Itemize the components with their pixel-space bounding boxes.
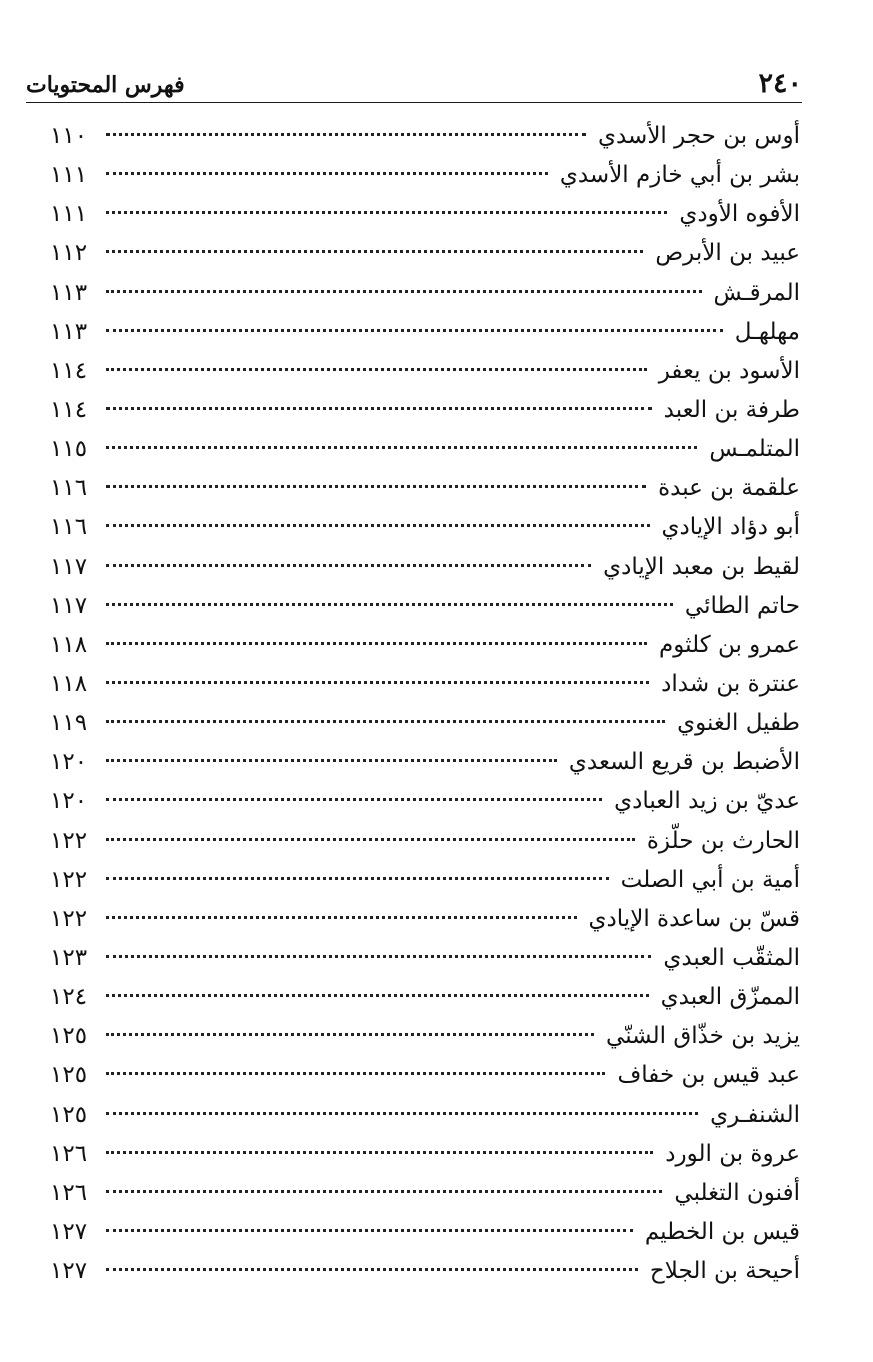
entry-title: أحيحة بن الجلاح	[649, 1258, 800, 1285]
toc-entry	[50, 117, 800, 156]
toc-entry	[50, 195, 800, 234]
entry-page-number: ١١٠	[50, 123, 88, 149]
entry-page-number: ١٢٦	[50, 1179, 88, 1206]
dot-leader	[106, 877, 609, 880]
running-header	[26, 64, 802, 103]
entry-page-number: ١٢٥	[50, 1023, 88, 1050]
toc-entry	[50, 548, 800, 587]
entry-title: أبو دؤاد الإيادي	[661, 514, 800, 541]
dot-leader	[106, 720, 665, 723]
toc-entry	[50, 861, 800, 900]
entry-page-number: ١١١	[50, 201, 88, 228]
toc-entry	[50, 782, 800, 821]
entry-title: عديّ بن زيد العبادي	[614, 788, 800, 815]
toc-entry	[50, 313, 800, 352]
dot-leader	[106, 211, 667, 214]
toc-entry	[50, 665, 800, 704]
dot-leader	[106, 1190, 662, 1193]
toc-entry	[50, 1135, 800, 1174]
toc-entry	[50, 587, 800, 626]
entry-page-number: ١١٧	[50, 553, 88, 580]
dot-leader	[106, 564, 591, 567]
entry-title: يزيد بن خذّاق الشنّي	[606, 1023, 800, 1050]
dot-leader	[106, 133, 586, 136]
toc-entry	[50, 743, 800, 782]
toc-entry	[50, 274, 800, 313]
dot-leader	[106, 759, 557, 762]
entry-title: الأضبط بن قريع السعدي	[568, 749, 800, 776]
toc-entry	[50, 822, 800, 861]
entry-page-number: ١١٩	[50, 710, 88, 737]
dot-leader	[106, 172, 548, 175]
dot-leader	[106, 916, 577, 919]
entry-page-number: ١٢٥	[50, 1062, 88, 1089]
dot-leader	[106, 446, 697, 449]
dot-leader	[106, 1268, 638, 1271]
dot-leader	[106, 1072, 605, 1075]
entry-title: عبيد بن الأبرص	[655, 240, 800, 267]
dot-leader	[106, 994, 649, 997]
dot-leader	[106, 290, 702, 293]
dot-leader	[106, 798, 602, 801]
entry-title: عمرو بن كلثوم	[659, 631, 800, 658]
dot-leader	[106, 524, 650, 527]
entry-title: المثقّب العبدي	[663, 944, 800, 971]
toc-entry	[50, 156, 800, 195]
entry-title: الممزّق العبدي	[660, 984, 800, 1011]
entry-page-number: ١٢٦	[50, 1140, 88, 1167]
entry-title: الأسود بن يعفر	[658, 357, 800, 384]
dot-leader	[106, 329, 723, 332]
dot-leader	[106, 368, 647, 371]
entry-page-number: ١١٥	[50, 436, 88, 463]
entry-page-number: ١١٧	[50, 592, 88, 619]
entry-page-number: ١١٨	[50, 631, 88, 658]
entry-page-number: ١١٣	[50, 279, 88, 306]
toc-entry	[50, 626, 800, 665]
dot-leader	[106, 1229, 633, 1232]
entry-page-number: ١١٤	[50, 396, 88, 423]
entry-title: أمية بن أبي الصلت	[620, 866, 800, 893]
toc-entry	[50, 1017, 800, 1056]
entry-title: حاتم الطائي	[684, 592, 800, 619]
dot-leader	[106, 603, 673, 606]
entry-title: أفنون التغلبي	[674, 1179, 800, 1206]
entry-title: لقيط بن معبد الإيادي	[603, 553, 800, 580]
entry-title: الشنفـري	[710, 1101, 800, 1128]
dot-leader	[106, 838, 635, 841]
entry-title: أوس بن حجر الأسدي	[597, 123, 800, 149]
toc-entry	[50, 1096, 800, 1135]
toc-entry	[50, 1252, 800, 1291]
entry-page-number: ١٢٠	[50, 788, 88, 815]
entry-title: عروة بن الورد	[665, 1140, 800, 1167]
entry-title: عبد قيس بن خفاف	[617, 1062, 800, 1089]
toc-entry	[50, 900, 800, 939]
toc-entry	[50, 704, 800, 743]
dot-leader	[106, 250, 643, 253]
entry-page-number: ١٢٧	[50, 1218, 88, 1245]
entry-page-number: ١١١	[50, 162, 88, 189]
entry-page-number: ١٢٤	[50, 984, 88, 1011]
dot-leader	[106, 642, 647, 645]
entry-title: طرفة بن العبد	[663, 396, 800, 423]
entry-title: المتلمـس	[709, 436, 800, 463]
toc-entry	[50, 469, 800, 508]
entry-page-number: ١١٤	[50, 357, 88, 384]
entry-page-number: ١٢٢	[50, 905, 88, 932]
toc-entry	[50, 1213, 800, 1252]
entry-title: قسّ بن ساعدة الإيادي	[588, 905, 800, 932]
toc-entry	[50, 391, 800, 430]
entry-title: الأفوه الأودي	[679, 201, 800, 228]
dot-leader	[106, 485, 646, 488]
toc-entry	[50, 234, 800, 273]
entry-page-number: ١١٦	[50, 514, 88, 541]
toc-entry	[50, 1056, 800, 1095]
entry-title: المرقـش	[713, 279, 800, 306]
toc-entry	[50, 508, 800, 547]
dot-leader	[106, 681, 649, 684]
entry-title: الحارث بن حلّزة	[646, 827, 800, 854]
toc-entry	[50, 430, 800, 469]
entry-page-number: ١٢٢	[50, 866, 88, 893]
entry-title: علقمة بن عبدة	[658, 475, 800, 502]
dot-leader	[106, 1033, 594, 1036]
dot-leader	[106, 955, 651, 958]
entry-page-number: ١٢٢	[50, 827, 88, 854]
table-of-contents	[50, 117, 800, 1291]
page-number: ٢٤٠	[758, 68, 802, 99]
toc-entry	[50, 939, 800, 978]
entry-page-number: ١١٣	[50, 318, 88, 345]
dot-leader	[106, 407, 652, 410]
entry-title: طفيل الغنوي	[677, 710, 800, 737]
dot-leader	[106, 1112, 698, 1115]
entry-page-number: ١٢٣	[50, 944, 88, 971]
entry-page-number: ١٢٥	[50, 1101, 88, 1128]
entry-page-number: ١١٦	[50, 475, 88, 502]
entry-page-number: ١١٢	[50, 240, 88, 267]
header-title: فهرس المحتويات	[26, 72, 185, 98]
entry-page-number: ١١٨	[50, 670, 88, 697]
entry-page-number: ١٢٠	[50, 749, 88, 776]
entry-title: عنترة بن شداد	[661, 670, 800, 697]
entry-title: قيس بن الخطيم	[644, 1218, 800, 1245]
entry-title: مهلهـل	[734, 318, 800, 345]
toc-entry	[50, 352, 800, 391]
toc-entry	[50, 978, 800, 1017]
toc-entry	[50, 1174, 800, 1213]
entry-page-number: ١٢٧	[50, 1258, 88, 1285]
entry-title: بشر بن أبي خازم الأسدي	[559, 162, 800, 189]
dot-leader	[106, 1151, 653, 1154]
